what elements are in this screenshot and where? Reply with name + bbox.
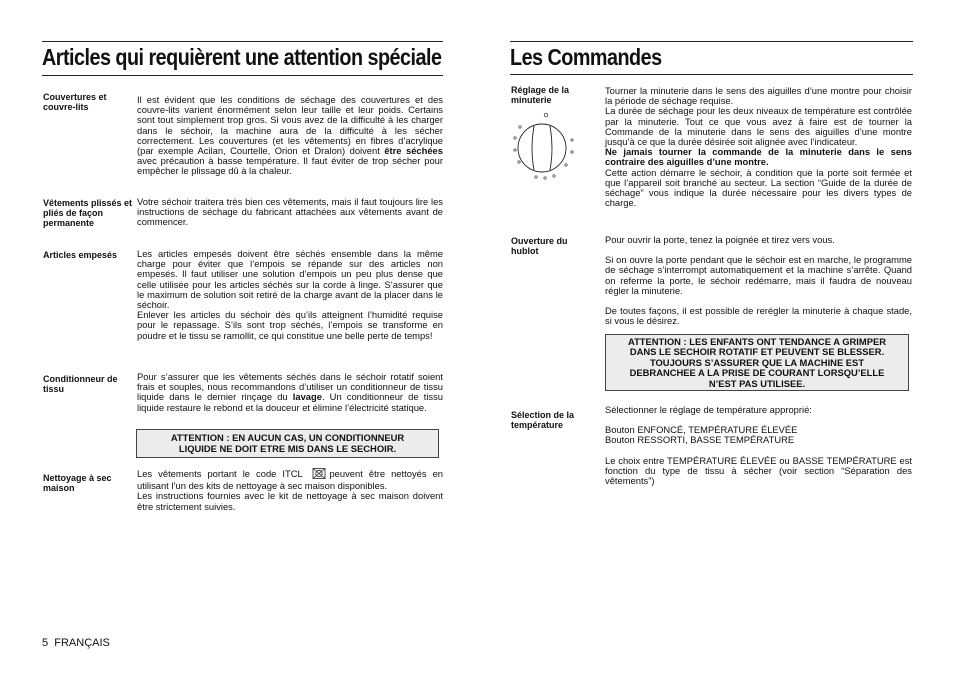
right-page-title: Les Commandes: [510, 44, 662, 70]
temperature-text: Sélectionner le réglage de température approprié: Bouton ENFONCÉ, TEMPÉRATURE ÉLEVÉE Bouton RESSORTI, BASSE TEMPÉRATURE Le choix entre TEMPÉRATURE ÉLEVÉE ou BASSE TEMPÉRATURE est fonction du type de tissu à sécher (voir section “Séparation des vêtements”): [605, 404, 912, 487]
left-top-rule: [42, 41, 443, 42]
hublot-warning: ATTENTION : LES ENFANTS ONT TENDANCE A GRIMPER DANS LE SECHOIR ROTATIF ET PEUVENT SE BLESSER. TOUJOURS S’ASSURER QUE LA MACHINE EST DEBRANCHEE A LA PRISE DE COURANT LORSQU’ELLE N’EST PAS UTILISEE.: [605, 334, 909, 391]
timer-dial-icon: [510, 110, 580, 187]
page-footer: [42, 637, 110, 649]
left-title-rule: [42, 75, 443, 76]
empeses-text: Les articles empesés doivent être séchés ensemble dans la même charge pour éviter que l’empois se répande sur des articles non empesés. Il faut utiliser une solution d’empois un peu plus dense que celle utilisée pour les articles séchés sur la corde à linge. S’assurer que le maximum de solution soit retiré de la charge avant de la placer dans le séchoir. Enlever les articles du séchoir dès qu’ils atteignent l’humidité requise pour le repassage. S’ils sont trop séchés, l’empois se transforme en poudre et le tissu se ramollit, ce qui constitue une belle perte de temps!: [137, 248, 443, 341]
empeses-label: Articles empesés: [43, 250, 118, 260]
temperature-label: Sélection de la température: [511, 410, 575, 430]
page-language: FRANÇAIS: [54, 637, 110, 649]
plisses-label: Vêtements plissés et pliés de façon permanente: [43, 198, 133, 228]
minuterie-label: Réglage de la minuterie: [511, 85, 570, 105]
page-number: 5: [42, 637, 49, 649]
plisses-text: Votre séchoir traitera très bien ces vêtements, mais il faut toujours lire les instructions de séchage du fabricant attachées aux vêtements avant de commencer.: [137, 196, 443, 228]
right-top-rule: [510, 41, 913, 42]
left-page-title: Articles qui requièrent une attention spéciale: [42, 44, 442, 70]
couvertures-text: Il est évident que les conditions de séchage des couvertures et des couvre-lits varient énormément selon leur taille et leur poids. Certains sont tout simplement trop gros. Si vous avez de la difficulté à les charger dans le séchoir, la machine aura de la difficulté à les sécher correctement. Les couvertures (et les vêtements) en fibres d’acrylique (par exemple Acilan, Courtelle, Orion et Dralon) doivent être séchées avec précaution à basse température. Il faut éviter de trop sécher pour empêcher le plissage dû à la chaleur.: [137, 94, 443, 177]
couvertures-label: Couvertures et couvre-lits: [43, 92, 107, 112]
conditionneur-text: Pour s’assurer que les vêtements séchés dans le séchoir rotatif soient frais et souples, nous recommandons d’utiliser un conditionneur de tissu liquide dans le dernier rinçage du lavage. Un conditionneur de tissu liquide restaure le rebond et la douceur et élimine l’électricité statique.: [137, 371, 443, 413]
conditionneur-warning: ATTENTION : EN AUCUN CAS, UN CONDITIONNEUR LIQUIDE NE DOIT ETRE MIS DANS LE SECHOIR.: [136, 429, 439, 458]
right-title-rule: [510, 74, 913, 75]
hublot-label: Ouverture du hublot: [511, 236, 568, 256]
nettoyage-text: Les vêtements portant le code ITCL peuvent être nettoyés en utilisant l’un des kits de nettoyage à sec maison disponibles. Les instructions fournies avec le kit de nettoyage à sec maison doivent être strictement suivies.: [137, 468, 444, 512]
hublot-text: Pour ouvrir la porte, tenez la poignée et tirez vers vous. Si on ouvre la porte pendant que le séchoir est en marche, le programme de séchage s’interrompt automatiquement et la machine s’arrête. Quand on referme la porte, le séchoir redémarre, mais il faudra de nouveau régler la minuterie. De toutes façons, il est possible de rerégler la minuterie à chaque stade, si vous le désirez.: [605, 234, 912, 327]
minuterie-text: Tourner la minuterie dans le sens des aiguilles d’une montre pour choisir la période de séchage requise. La durée de séchage pour les deux niveaux de température est contrôlée par la minuterie. Tout ce que vous avez à faire est de tourner la Commande de la minuterie dans le sens des aiguilles d’une montre jusqu’à ce que la durée désirée soit alignée avec l’indicateur. Ne jamais tourner la commande de la minuterie dans le sens contraire des aiguilles d’une montre. Cette action démarre le séchoir, à condition que la porte soit fermée et que l’appareil soit branché au secteur. La section “Guide de la durée de séchage” vous indique la durée nécessaire pour les divers types de charge.: [605, 85, 912, 209]
nettoyage-label: Nettoyage à sec maison: [43, 473, 112, 493]
conditionneur-label: Conditionneur de tissu: [43, 374, 118, 394]
